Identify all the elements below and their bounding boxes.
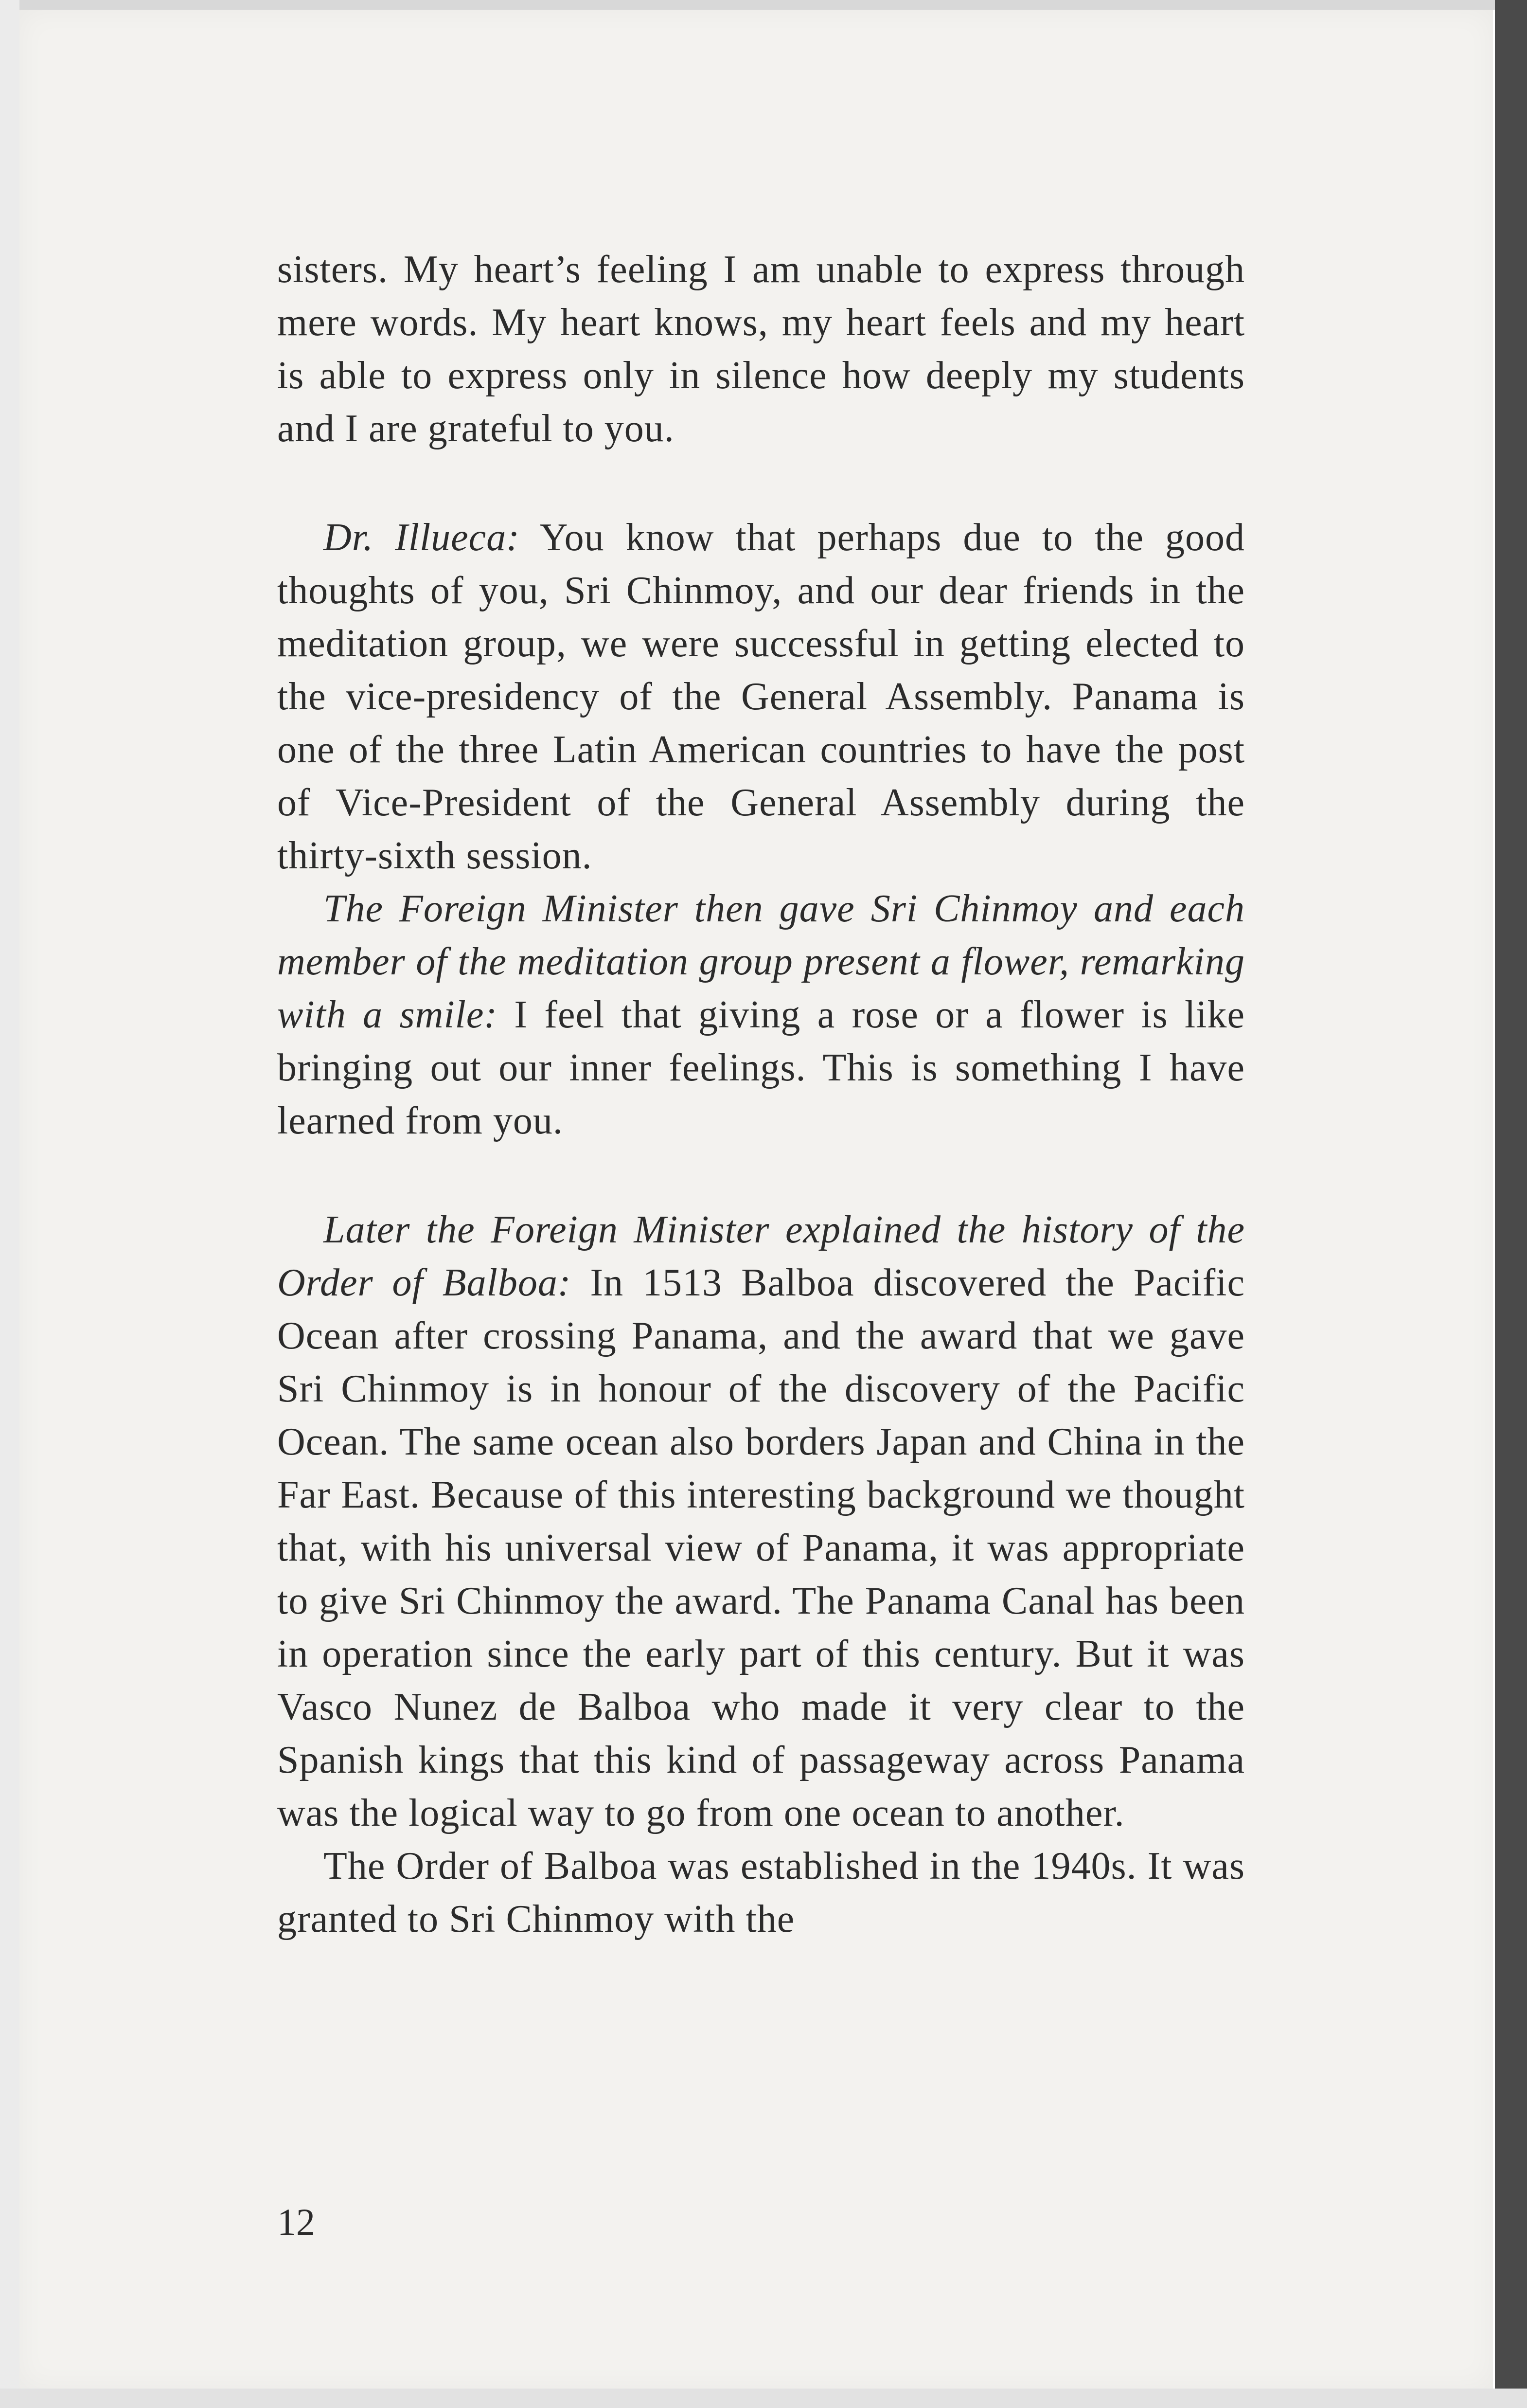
narration-italic: The Foreign Minister then gave Sri Chinmoy and each member of the meditation group present a flower, remarking with a smile: [277, 887, 1245, 1036]
scan-edge-left [0, 0, 19, 2408]
speaker-label: Dr. Illueca: [323, 516, 520, 559]
paragraph-text: I feel that giving a rose or a flower is like bringing out our inner feelings. This is something I have learned from you. [277, 993, 1245, 1142]
scan-edge-top [0, 0, 1527, 10]
paragraph-text: sisters. My heart’s feeling I am unable to express through mere words. My heart knows, my heart feels and my heart is able to express only in silence how deeply my students and I are grateful to you. [277, 248, 1245, 450]
scan-edge-bottom [0, 2389, 1527, 2408]
paragraph-dr-illueca [277, 511, 1245, 882]
paragraph-order-of-balboa-history [277, 1204, 1245, 1840]
paragraph-flower-gift [277, 882, 1245, 1148]
scan-edge-right [1495, 0, 1527, 2408]
narration-italic: Later the Foreign Minister explained the history of the Order of Balboa: [277, 1208, 1245, 1304]
paragraph-text: The Order of Balboa was established in the 1940s. It was granted to Sri Chinmoy with the [277, 1845, 1245, 1941]
paragraph-closing-remarks [277, 243, 1245, 455]
paragraph-order-established [277, 1840, 1245, 1946]
paragraph-text: In 1513 Balboa discovered the Pacific Ocean after crossing Panama, and the award that we gave Sri Chinmoy is in honour of the discovery of the Pacific Ocean. The same ocean also borders Japan and China in the Far East. Because of this interesting background we thought that, with his universal view of Panama, it was appropriate to give Sri Chinmoy the award. The Panama Canal has been in operation since the early part of this century. But it was Vasco Nunez de Balboa who made it very clear to the Spanish kings that this kind of passageway across Panama was the logical way to go from one ocean to another. [277, 1261, 1245, 1834]
page-number: 12 [277, 2201, 315, 2243]
body-text [277, 243, 1245, 1946]
paragraph-text: You know that perhaps due to the good thoughts of you, Sri Chinmoy, and our dear friends in the meditation group, we were successful in getting elected to the vice-presidency of the General Assembly. Panama is one of the three Latin American countries to have the post of Vice-President of the General Assembly during the thirty-sixth session. [277, 516, 1245, 877]
